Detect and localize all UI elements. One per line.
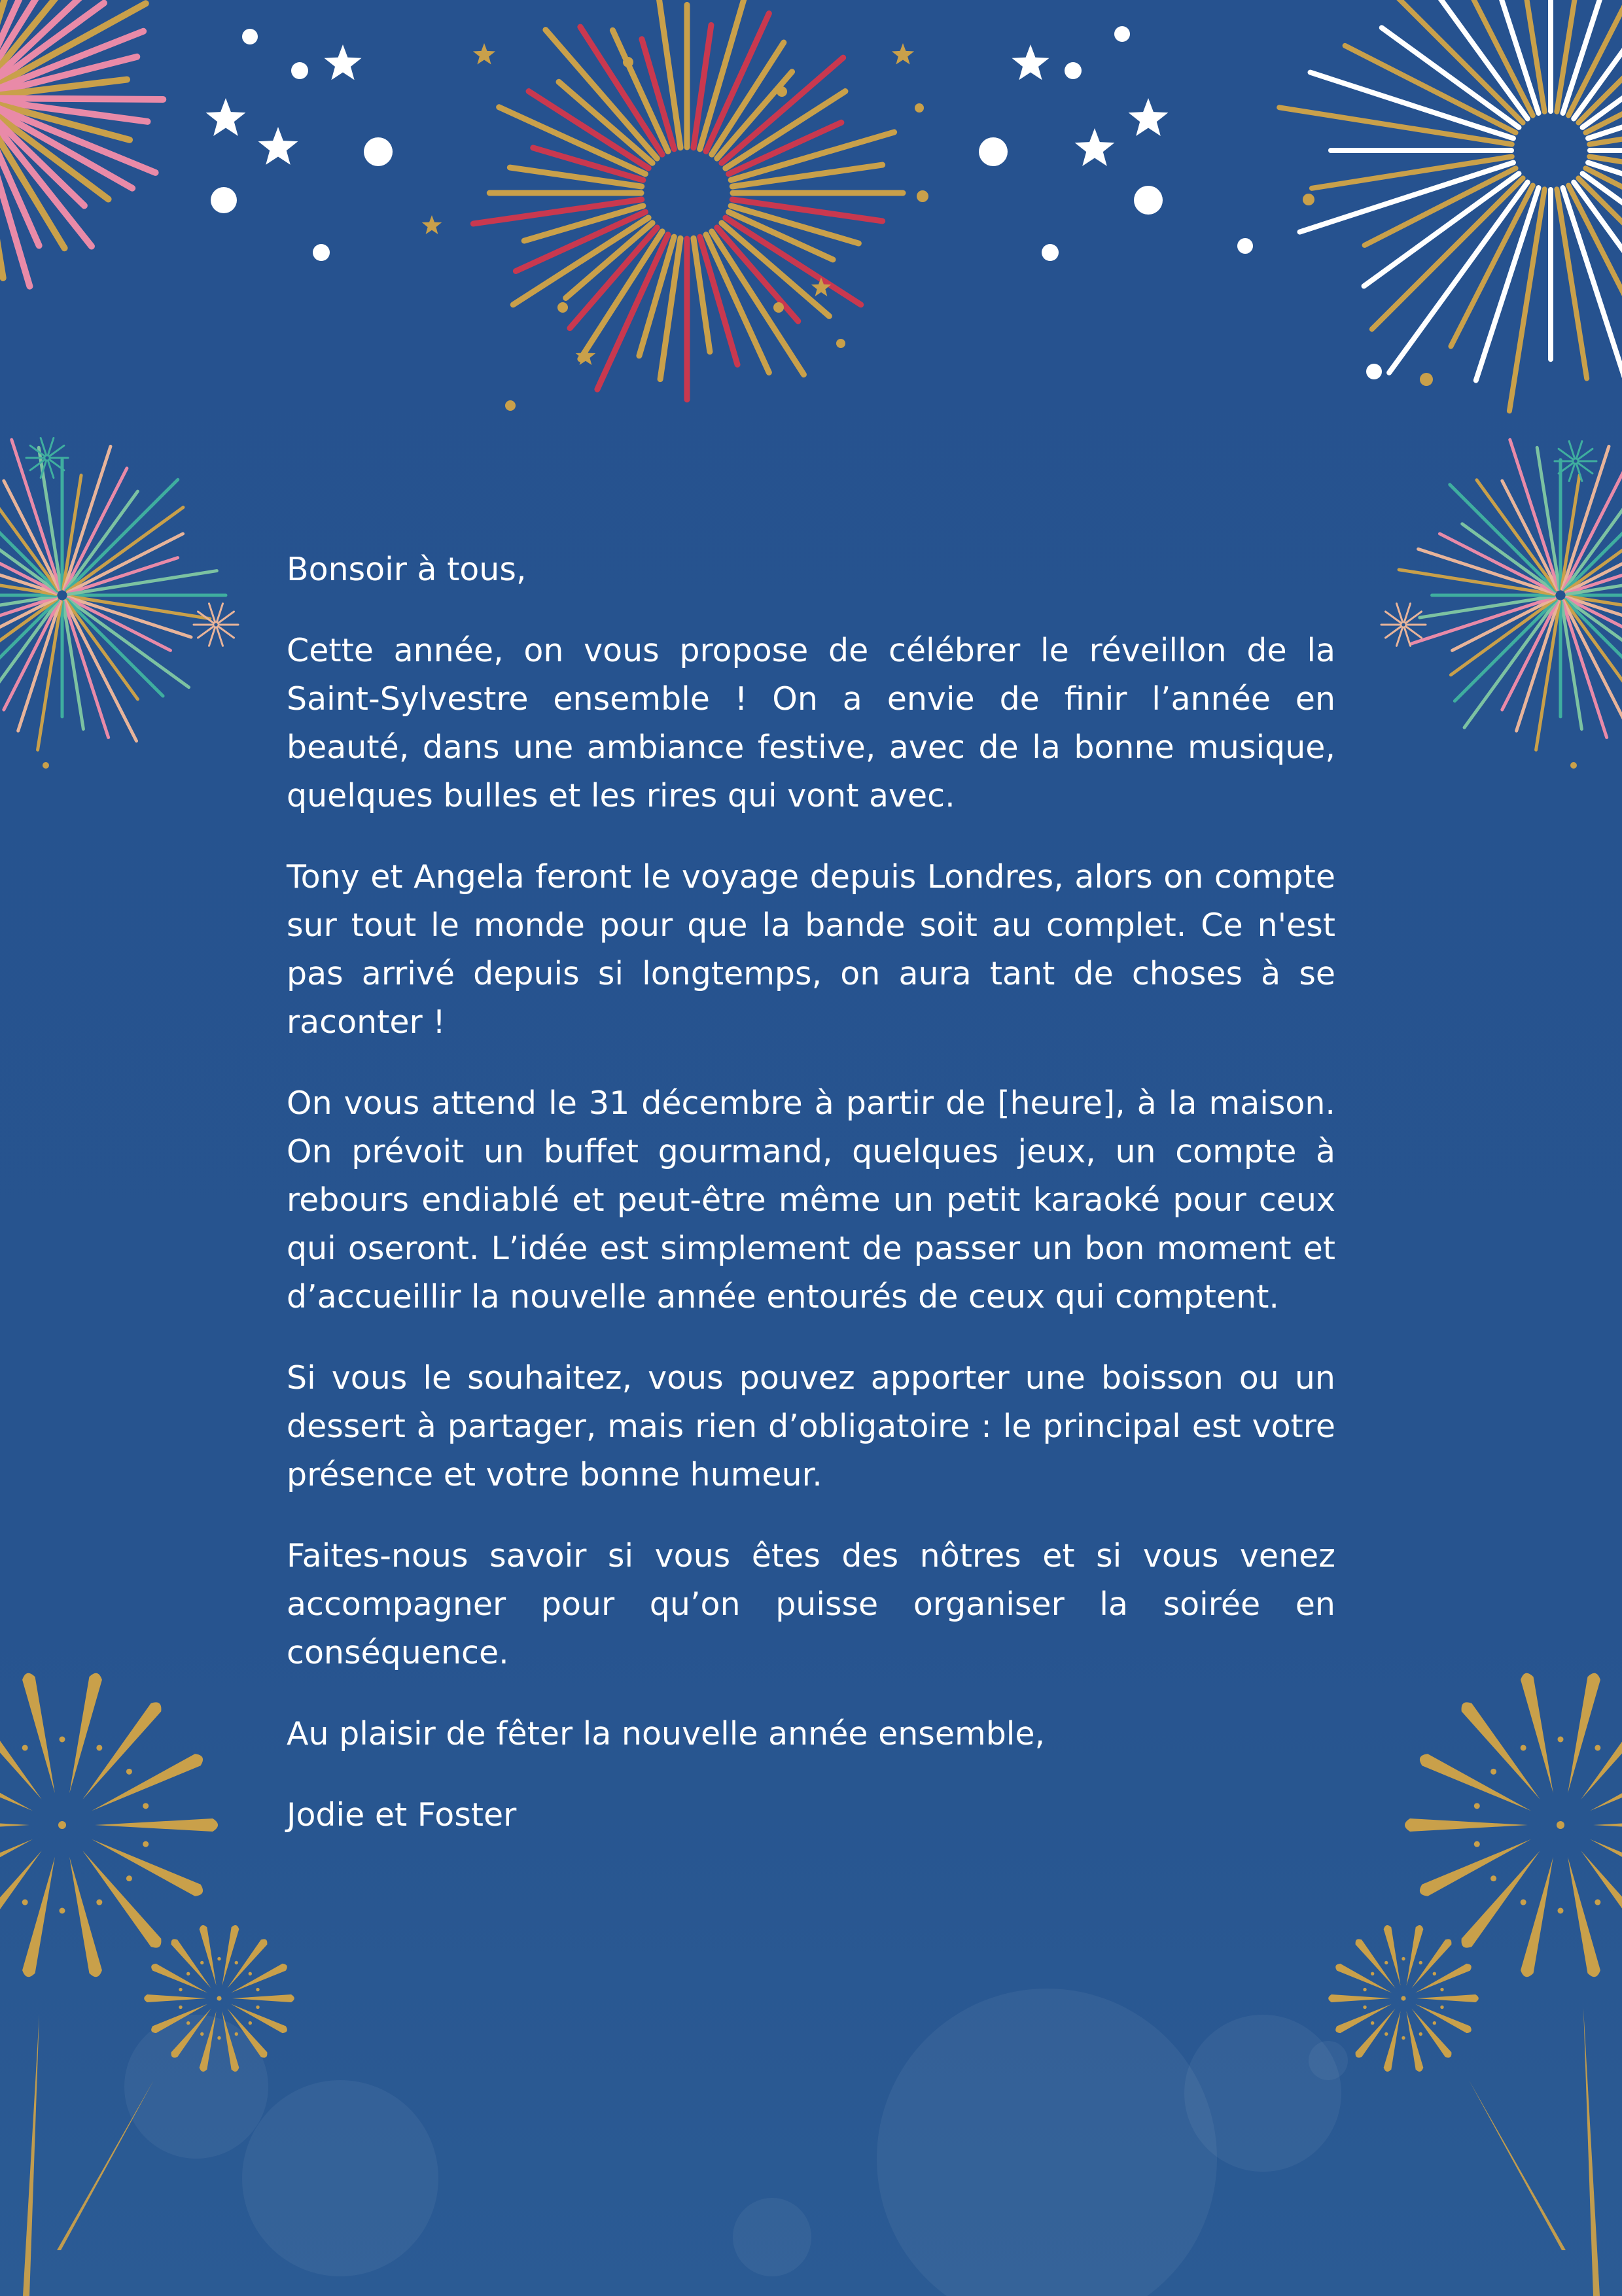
greeting: Bonsoir à tous, [287,551,527,588]
confetti-dot-icon [291,62,308,79]
confetti-dot-icon [1237,238,1253,254]
confetti-dot-icon [1114,26,1130,42]
firework-burst-icon [1279,0,1622,411]
star-icon [473,43,495,65]
bokeh-light-icon [242,2080,438,2276]
firework-burst-icon [0,0,163,287]
firework-burst-icon [1405,1673,1622,1977]
confetti-dot-icon [777,86,787,97]
confetti-dot-icon [1065,62,1082,79]
letter-body [287,546,1335,1872]
bokeh-light-icon [1184,2015,1341,2172]
firework-burst-icon [194,604,238,646]
star-icon [258,127,298,165]
confetti-dot-icon [313,244,330,261]
star-icon [892,43,914,65]
firework-burst-icon [0,440,226,750]
star-icon [206,98,246,136]
star-icon [1012,44,1049,80]
star-icon [324,44,361,80]
confetti-dot-icon [43,762,49,769]
confetti-dot-icon [211,187,237,213]
confetti-dot-icon [1042,244,1059,261]
bokeh-lights [124,1989,1348,2296]
confetti-dot-icon [505,400,516,411]
paragraph-details: On vous attend le 31 décembre à partir de [heure], à la maison. On prévoit un buffet gourmand, quelques jeux, un compte à rebours endiablé et peut-être même un petit karaoké pour ceux qui oseront. L’idée est simplement de passer un bon moment et d’accueillir la nouvelle année entourés de ceux qui comptent. [287,1085,1335,1315]
paragraph-rsvp: Faites-nous savoir si vous êtes des nôtres et si vous venez accompagner pour qu’on puisse organiser la soirée en conséquence. [287,1537,1335,1671]
confetti-dot-icon [364,137,393,166]
confetti-dot-icon [242,29,258,44]
star-icon [1075,128,1115,166]
star-icon [1129,98,1169,136]
confetti-dot-icon [917,190,928,202]
confetti-dot-icon [557,302,568,313]
firework-burst-icon [1328,1925,1479,2072]
confetti-dot-icon [915,103,924,113]
paragraph-invitation: Cette année, on vous propose de célébrer le réveillon de la Saint-Sylvestre ensemble ! On a envie de finir l’année en beauté, dans une ambiance festive, avec de la bonne musique, quelques bulles et les rires qui vont avec. [287,632,1335,814]
signature: Jodie et Foster [287,1796,517,1834]
confetti-dot-icon [836,339,845,348]
firework-burst-icon [0,1673,218,1977]
closing: Au plaisir de fêter la nouvelle année ensemble, [287,1715,1046,1752]
confetti-dot-icon [773,302,784,313]
paragraph-contribution: Si vous le souhaitez, vous pouvez apporter une boisson ou un dessert à partager, mais rien d’obligatoire : le principal est votre présence et votre bonne humeur. [287,1359,1335,1493]
bokeh-light-icon [877,1989,1217,2296]
confetti-dot-icon [1366,364,1382,379]
confetti-dot-icon [1303,194,1314,205]
bokeh-light-icon [1309,2041,1348,2080]
confetti-dot-icon [1420,373,1433,386]
confetti-dot-icon [979,137,1008,166]
bokeh-light-icon [733,2198,811,2276]
confetti-dot-icon [1570,762,1577,769]
confetti-dot-icon [1134,186,1163,215]
confetti-dot-icon [623,57,633,67]
paragraph-guests: Tony et Angela feront le voyage depuis Londres, alors on compte sur tout le monde pour que la bande soit au complet. Ce n'est pas arrivé depuis si longtemps, on aura tant de choses à se raconter ! [287,858,1335,1041]
firework-burst-icon [1399,440,1622,750]
star-icon [422,215,442,234]
star-icon [576,346,595,365]
